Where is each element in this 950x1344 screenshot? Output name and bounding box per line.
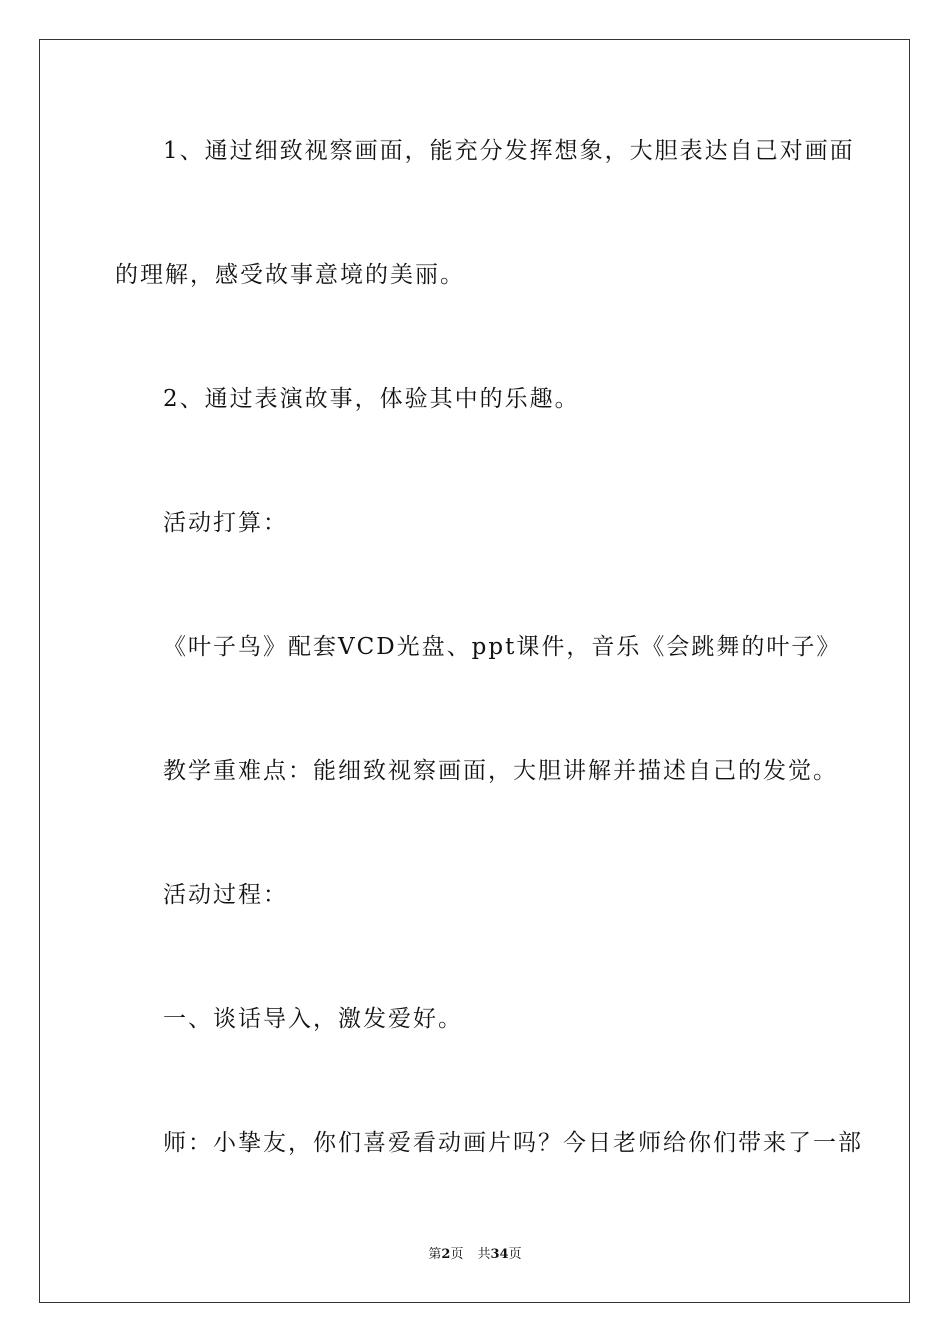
paragraph-teacher-dialogue: 师：小挚友，你们喜爱看动画片吗？今日老师给你们带来了一部 [163,1130,863,1156]
footer-page-number: 2 [441,1247,451,1262]
paragraph-objective-2: 2、通过表演故事，体验其中的乐趣。 [163,386,580,412]
paragraph-key-points: 教学重难点：能细致视察画面，大胆讲解并描述自己的发觉。 [163,758,838,784]
paragraph-materials: 《叶子鸟》配套VCD光盘、ppt课件，音乐《会跳舞的叶子》 [163,634,842,660]
footer-total-pages: 34 [490,1247,509,1262]
footer-total-suffix: 页 [508,1247,522,1262]
paragraph-objective-1-continued: 的理解，感受故事意境的美丽。 [115,262,465,288]
page-border [39,39,910,1303]
heading-activity-preparation: 活动打算： [163,510,288,536]
footer-page-suffix: 页 [450,1247,464,1262]
heading-step-one: 一、谈话导入，激发爱好。 [163,1006,463,1032]
paragraph-objective-1: 1、通过细致视察画面，能充分发挥想象，大胆表达自己对画面 [163,138,855,164]
footer-total-prefix: 共 [477,1247,491,1262]
page-footer [0,1245,950,1265]
footer-page-prefix: 第 [428,1247,442,1262]
heading-activity-process: 活动过程： [163,882,288,908]
